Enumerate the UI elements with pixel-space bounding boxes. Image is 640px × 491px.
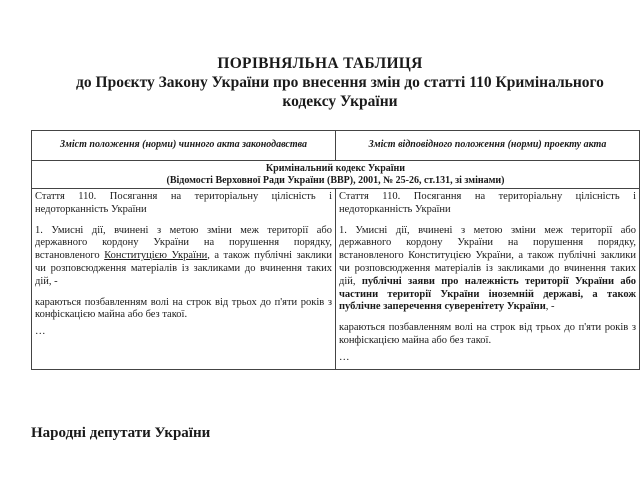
title-line-2: до Проєкту Закону України про внесення змін до статті 110 Кримінального (76, 74, 604, 91)
document-title (30, 54, 610, 111)
proposed-constitution-reference: Конституцією України (408, 250, 512, 262)
proposed-paragraph-2: караються позбавленням волі на строк від трьох до п'яти років з конфіскацією майна або без такої. (339, 322, 636, 346)
title-line-3: кодексу України (282, 93, 398, 110)
proposed-p1-text-end: , - (545, 301, 555, 313)
title-line-1: ПОРІВНЯЛЬНА ТАБЛИЦЯ (217, 55, 423, 72)
codex-title: Кримінальний кодекс України (265, 163, 406, 174)
signature-line: Народні депутати України (31, 425, 211, 441)
comparison-table (31, 130, 640, 370)
current-paragraph-1 (35, 225, 332, 289)
proposed-paragraph-1 (339, 225, 636, 315)
left-column-header: Зміст положення (норми) чинного акта законодавства (32, 131, 336, 161)
proposed-p1-text: 1. Умисні дії, вчинені з метою зміни меж території або державного кордону України на порушення порядку, встановленого (339, 224, 636, 262)
current-p1-text: 1. Умисні дії, вчинені з метою зміни меж території або державного кордону України на порушення порядку, встановленого (35, 224, 332, 262)
current-ellipsis: … (35, 326, 46, 338)
right-column-header: Зміст відповідного положення (норми) проекту акта (336, 131, 640, 161)
current-p1-text-end: , а також публічні заклики чи розповсюдження матеріалів із закликами до вчинення таких дій, - (35, 250, 333, 287)
current-text-cell (32, 189, 336, 370)
codex-source: (Відомості Верховної Ради України (ВВР), 2001, № 25-26, ст.131, зі змінами) (166, 174, 505, 186)
proposed-amendment-bold: публічні заяви про належність території України або частини території України іноземній державі, а також публічне заперечення суверенітету України (339, 275, 636, 313)
proposed-article-title: Стаття 110. Посягання на територіальну цілісність і недоторканність України (339, 191, 636, 215)
table-header-row (32, 131, 640, 161)
current-paragraph-2: караються позбавленням волі на строк від трьох до п'яти років з конфіскацією майна або без такої. (35, 296, 332, 321)
current-article-title: Стаття 110. Посягання на територіальну цілісність і недоторканність України (35, 191, 332, 215)
proposed-ellipsis: … (339, 351, 350, 363)
table-row (32, 189, 640, 370)
constitution-reference: Конституцією України (104, 250, 208, 262)
codex-title-row (32, 161, 640, 189)
proposed-text-cell (336, 189, 640, 370)
proposed-p1-text-mid: , а також публічні заклики чи розповсюдження матеріалів із закликами до вчинення таких дій, (339, 250, 637, 287)
codex-title-cell (32, 161, 640, 189)
